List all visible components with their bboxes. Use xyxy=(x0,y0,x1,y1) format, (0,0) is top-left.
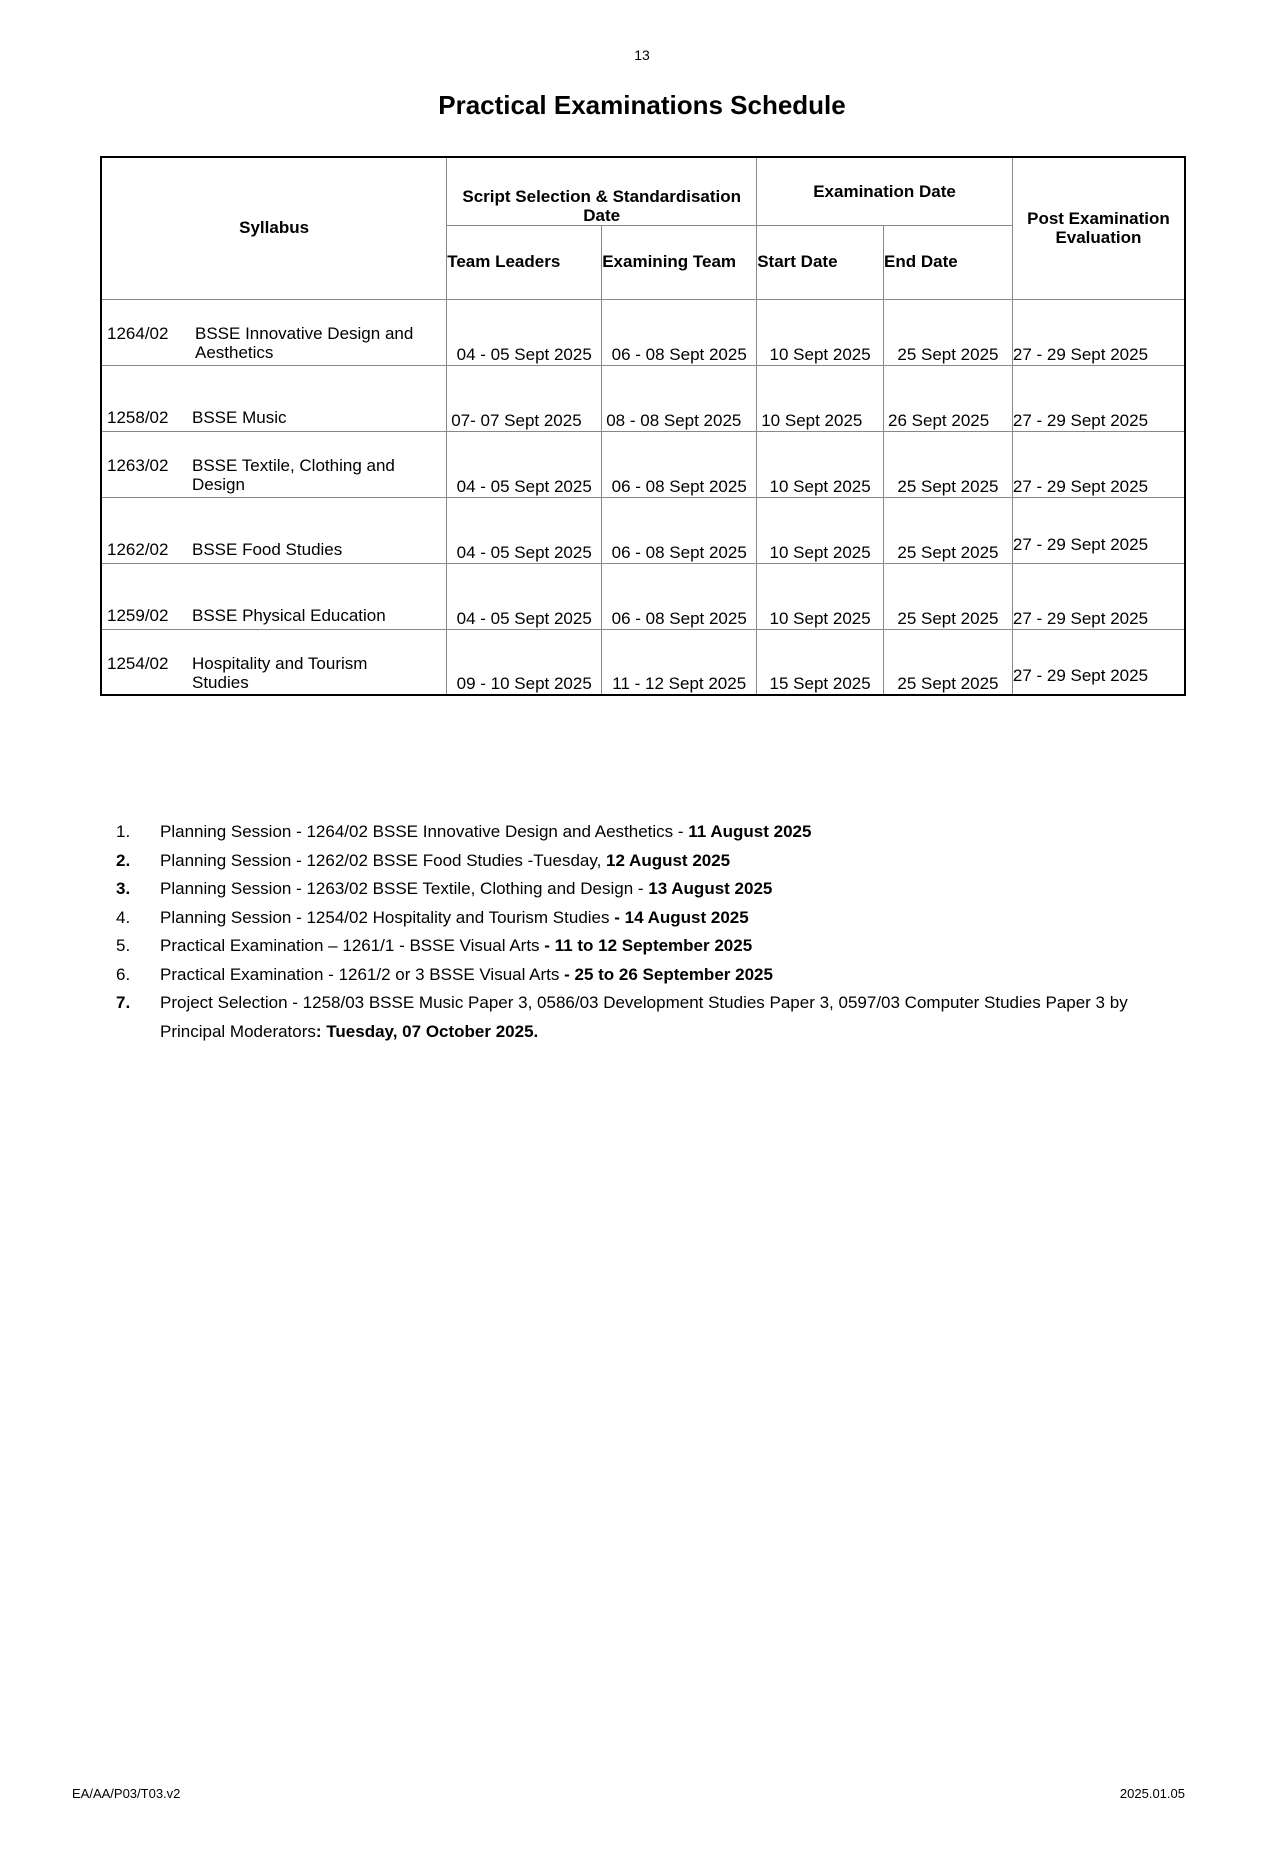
syllabus-cell xyxy=(101,431,447,497)
team-leaders-date: 04 - 05 Sept 2025 xyxy=(447,299,602,365)
syllabus-cell xyxy=(101,365,447,431)
syllabus-name: BSSE Food Studies xyxy=(192,539,343,559)
list-number: 6. xyxy=(116,964,131,984)
examining-team-date: 06 - 08 Sept 2025 xyxy=(602,497,757,563)
syllabus-name: BSSE Innovative Design and Aesthetics xyxy=(195,323,414,362)
notes-list xyxy=(100,818,1190,1046)
end-date: 25 Sept 2025 xyxy=(884,563,1013,629)
post-eval-date: 27 - 29 Sept 2025 xyxy=(1012,563,1185,629)
examining-team-date: 06 - 08 Sept 2025 xyxy=(602,431,757,497)
syllabus-name: BSSE Music xyxy=(192,407,287,427)
note-text: Practical Examination - 1261/2 or 3 BSSE Visual Arts xyxy=(160,964,565,984)
note-text: Planning Session - 1263/02 BSSE Textile, Clothing and Design - xyxy=(160,879,649,898)
header-examination-date: Examination Date xyxy=(757,157,1013,225)
table-row xyxy=(101,629,1185,695)
header-script-selection: Script Selection & Standardisation Date xyxy=(447,157,757,225)
team-leaders-date: 04 - 05 Sept 2025 xyxy=(447,563,602,629)
note-text: Project Selection - 1258/03 BSSE Music Paper 3, 0586/03 Development Studies Paper 3, 0597/03 Computer Studies Paper 3 by Principal Moderators xyxy=(160,993,1128,1041)
post-eval-date: 27 - 29 Sept 2025 xyxy=(1012,497,1185,563)
team-leaders-date: 04 - 05 Sept 2025 xyxy=(447,497,602,563)
header-post-examination: Post Examination Evaluation xyxy=(1012,157,1185,299)
start-date: 10 Sept 2025 xyxy=(757,365,884,431)
list-item xyxy=(100,904,1190,933)
post-eval-date: 27 - 29 Sept 2025 xyxy=(1012,629,1185,695)
start-date: 10 Sept 2025 xyxy=(757,431,884,497)
list-number: 7. xyxy=(116,993,131,1012)
list-item xyxy=(100,818,1190,847)
examining-team-date: 11 - 12 Sept 2025 xyxy=(602,629,757,695)
team-leaders-date: 07- 07 Sept 2025 xyxy=(447,365,602,431)
header-examining-team: Examining Team xyxy=(602,225,757,299)
post-eval-date: 27 - 29 Sept 2025 xyxy=(1012,431,1185,497)
document-date: 2025.01.05 xyxy=(1119,1786,1185,1801)
end-date: 26 Sept 2025 xyxy=(884,365,1013,431)
start-date: 10 Sept 2025 xyxy=(757,563,884,629)
note-text: Practical Examination – 1261/1 - BSSE Visual Arts xyxy=(160,936,545,955)
list-item xyxy=(100,875,1190,904)
note-text: Planning Session - 1254/02 Hospitality and Tourism Studies xyxy=(160,907,615,927)
start-date: 10 Sept 2025 xyxy=(757,299,884,365)
schedule-table xyxy=(100,156,1186,696)
list-number: 1. xyxy=(116,822,131,841)
syllabus-code: 1259/02 xyxy=(107,605,169,625)
start-date: 15 Sept 2025 xyxy=(757,629,884,695)
end-date: 25 Sept 2025 xyxy=(884,431,1013,497)
team-leaders-date: 09 - 10 Sept 2025 xyxy=(447,629,602,695)
list-number: 3. xyxy=(116,879,131,898)
list-item xyxy=(100,961,1190,990)
syllabus-name: BSSE Physical Education xyxy=(192,605,386,625)
header-start-date: Start Date xyxy=(757,225,884,299)
syllabus-name: BSSE Textile, Clothing and Design xyxy=(192,455,395,494)
note-date: : Tuesday, 07 October 2025. xyxy=(315,1021,539,1041)
end-date: 25 Sept 2025 xyxy=(884,497,1013,563)
table-row xyxy=(101,365,1185,431)
syllabus-cell xyxy=(101,299,447,365)
note-date: - 11 to 12 September 2025 xyxy=(544,936,753,955)
note-date: 11 August 2025 xyxy=(688,822,812,841)
list-item xyxy=(100,989,1190,1046)
end-date: 25 Sept 2025 xyxy=(884,629,1013,695)
post-eval-date: 27 - 29 Sept 2025 xyxy=(1012,365,1185,431)
syllabus-code: 1263/02 xyxy=(107,455,169,475)
note-text: Planning Session - 1262/02 BSSE Food Studies -Tuesday, xyxy=(160,850,607,870)
header-end-date: End Date xyxy=(884,225,1013,299)
list-number: 2. xyxy=(116,850,131,870)
list-number: 4. xyxy=(116,907,131,927)
header-team-leaders: Team Leaders xyxy=(447,225,602,299)
syllabus-code: 1262/02 xyxy=(107,539,169,559)
team-leaders-date: 04 - 05 Sept 2025 xyxy=(447,431,602,497)
note-date: 13 August 2025 xyxy=(648,879,773,898)
table-row xyxy=(101,563,1185,629)
document-code: EA/AA/P03/T03.v2 xyxy=(72,1786,181,1801)
syllabus-code: 1258/02 xyxy=(107,407,169,427)
examining-team-date: 08 - 08 Sept 2025 xyxy=(602,365,757,431)
list-number: 5. xyxy=(116,936,131,955)
syllabus-cell xyxy=(101,497,447,563)
syllabus-name: Hospitality and Tourism Studies xyxy=(192,653,368,692)
page-number: 13 xyxy=(634,47,650,63)
syllabus-code: 1264/02 xyxy=(107,323,169,343)
table-row xyxy=(101,431,1185,497)
note-date: 12 August 2025 xyxy=(606,850,731,870)
note-date: - 14 August 2025 xyxy=(614,907,749,927)
header-syllabus: Syllabus xyxy=(101,157,447,299)
note-date: - 25 to 26 September 2025 xyxy=(564,964,773,984)
page-title: Practical Examinations Schedule xyxy=(438,90,846,120)
post-eval-date: 27 - 29 Sept 2025 xyxy=(1012,299,1185,365)
examining-team-date: 06 - 08 Sept 2025 xyxy=(602,299,757,365)
syllabus-code: 1254/02 xyxy=(107,653,169,673)
syllabus-cell xyxy=(101,563,447,629)
list-item xyxy=(100,932,1190,961)
start-date: 10 Sept 2025 xyxy=(757,497,884,563)
examining-team-date: 06 - 08 Sept 2025 xyxy=(602,563,757,629)
table-row xyxy=(101,299,1185,365)
end-date: 25 Sept 2025 xyxy=(884,299,1013,365)
list-item xyxy=(100,847,1190,876)
table-row xyxy=(101,497,1185,563)
note-text: Planning Session - 1264/02 BSSE Innovative Design and Aesthetics - xyxy=(160,822,689,841)
syllabus-cell xyxy=(101,629,447,695)
